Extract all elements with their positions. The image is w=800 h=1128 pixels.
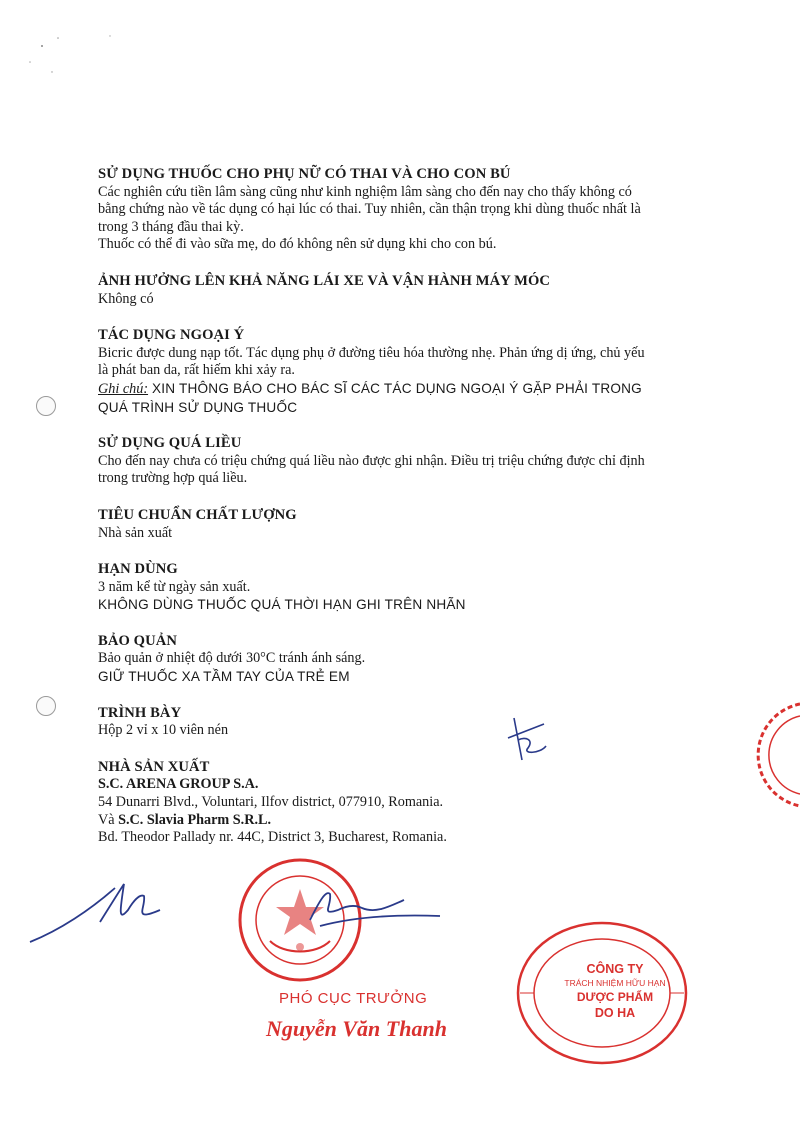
section-side-effects [98, 327, 738, 416]
section-heading: TIÊU CHUẨN CHẤT LƯỢNG [98, 506, 297, 523]
text-line: Hộp 2 vỉ x 10 viên nén [98, 722, 229, 739]
note-label: Ghi chú: [98, 380, 149, 397]
warning-line: GIỮ THUỐC XA TẦM TAY CỦA TRẺ EM [98, 669, 350, 685]
text-line: Các nghiên cứu tiền lâm sàng cũng như kinh nghiệm lâm sàng cho đến nay cho thấy không có [98, 183, 632, 200]
note-text: QUÁ TRÌNH SỬ DỤNG THUỐC [98, 399, 298, 415]
text-line: 3 năm kể từ ngày sản xuất. [98, 578, 251, 595]
company-seal-line: TRÁCH NHIỆM HỮU HẠN [564, 978, 666, 988]
text-line: trong trường hợp quá liều. [98, 470, 248, 487]
section-storage [98, 633, 738, 686]
signature [20, 870, 460, 970]
deputy-director-name: Nguyễn Văn Thanh [266, 1016, 447, 1041]
text-line: trong 3 tháng đầu thai kỳ. [98, 218, 244, 235]
manufacturer-address: 54 Dunarri Blvd., Voluntari, Ilfov district, 077910, Romania. [98, 794, 444, 811]
manufacturer-name: S.C. Slavia Pharm S.R.L. [118, 811, 272, 828]
text-line: Thuốc có thể đi vào sữa mẹ, do đó không nên sử dụng khi cho con bú. [98, 236, 497, 253]
section-pregnancy [98, 166, 738, 254]
section-heading: SỬ DỤNG THUỐC CHO PHỤ NỮ CÓ THAI VÀ CHO CON BÚ [98, 166, 511, 182]
section-shelf-life [98, 561, 738, 614]
section-heading: ẢNH HƯỞNG LÊN KHẢ NĂNG LÁI XE VÀ VẬN HÀNH MÁY MÓC [98, 272, 551, 289]
text-line: là phát ban da, rất hiếm khi xảy ra. [98, 362, 295, 379]
company-seal-line: DƯỢC PHẨM [576, 990, 654, 1004]
text-line: Cho đến nay chưa có triệu chứng quá liều nào được ghi nhận. Điều trị triệu chứng được chỉ định [98, 452, 645, 469]
note-text: XIN THÔNG BÁO CHO BÁC SĨ CÁC TÁC DỤNG NGOẠI Ý GẶP PHẢI TRONG [148, 380, 642, 396]
section-manufacturer [98, 759, 738, 847]
note-line [98, 380, 738, 399]
warning-line: KHÔNG DÙNG THUỐC QUÁ THỜI HẠN GHI TRÊN NHÃN [98, 597, 466, 613]
company-seal-line: CÔNG TY [586, 962, 644, 976]
text-line: Nhà sản xuất [98, 524, 173, 541]
section-heading: TÁC DỤNG NGOẠI Ý [98, 327, 245, 344]
punch-hole-lower [36, 696, 56, 716]
punch-hole-upper [36, 396, 56, 416]
company-seal-line: DO HA [594, 1006, 636, 1020]
text-line: Không có [98, 290, 154, 307]
text-line: bằng chứng nào về tác dụng có hại lúc có thai. Tuy nhiên, cần thận trọng khi dùng thuốc nhất là [98, 201, 641, 218]
section-heading: NHÀ SẢN XUẤT [98, 758, 210, 775]
document-body [98, 166, 738, 866]
section-heading: HẠN DÙNG [98, 561, 178, 578]
text-line: Bảo quản ở nhiệt độ dưới 30°C tránh ánh sáng. [98, 650, 366, 667]
manufacturer-address: Bd. Theodor Pallady nr. 44C, District 3, Bucharest, Romania. [98, 829, 447, 846]
and-prefix: Và [98, 811, 119, 828]
initial-mark [500, 710, 560, 770]
section-heading: TRÌNH BÀY [98, 704, 182, 721]
section-overdose [98, 435, 738, 488]
section-quality-standard [98, 507, 738, 542]
section-heading: BẢO QUẢN [98, 632, 178, 649]
section-driving [98, 273, 738, 308]
section-presentation [98, 705, 738, 740]
deputy-director-title: PHÓ CỤC TRƯỞNG [279, 990, 428, 1007]
section-heading: SỬ DỤNG QUÁ LIỀU [98, 435, 242, 452]
manufacturer-name: S.C. ARENA GROUP S.A. [98, 776, 259, 793]
company-seal-text [540, 960, 690, 1020]
scan-specks [0, 0, 800, 120]
partial-stamp-edge [740, 700, 800, 810]
manufacturer-line [98, 812, 738, 830]
text-line: Bicric được dung nạp tốt. Tác dụng phụ ở đường tiêu hóa thường nhẹ. Phản ứng dị ứng, chủ yếu [98, 344, 645, 361]
